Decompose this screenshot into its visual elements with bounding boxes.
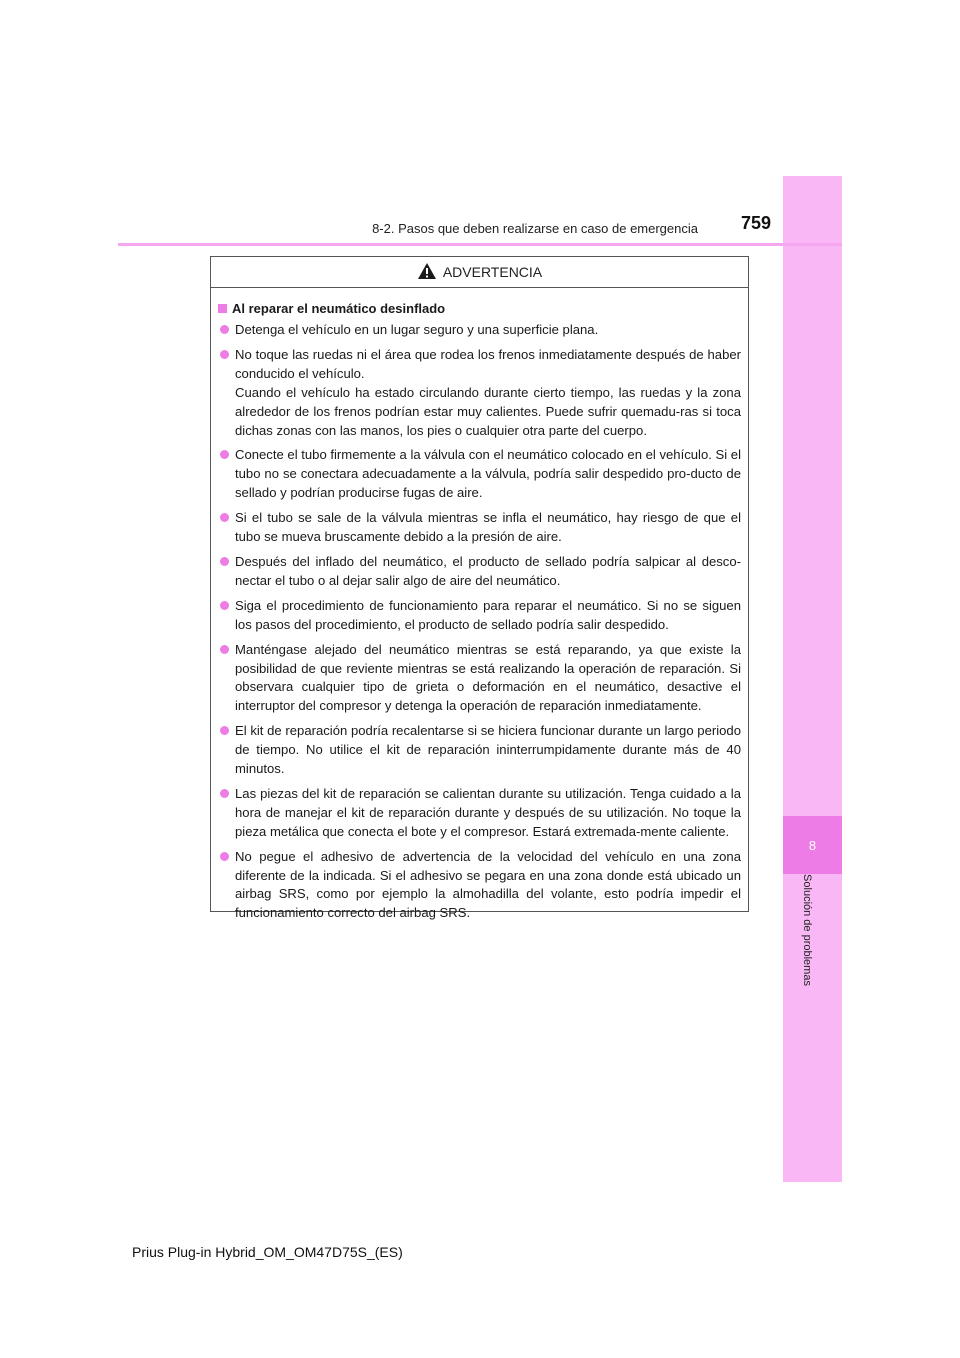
list-item [218, 641, 741, 717]
list-item [218, 346, 741, 441]
warning-subheading [218, 301, 741, 316]
bullet-dot-icon [220, 450, 229, 459]
bullet-dot-icon [220, 789, 229, 798]
list-item-text: Siga el procedimiento de funcionamiento para reparar el neumático. Si no se siguen los pasos del procedimiento, el producto de sellado podría salir despedido. [235, 597, 741, 632]
subheading-text: Al reparar el neumático desinflado [232, 301, 446, 316]
bullet-dot-icon [220, 726, 229, 735]
bullet-dot-icon [220, 513, 229, 522]
warning-header [211, 257, 748, 288]
list-item-text: No pegue el adhesivo de advertencia de la velocidad del vehículo en una zona diferente de la indicada. Si el adhesivo se pegara en una zona donde está ubicado un airbag SRS, como por ejemplo la almohadilla del volante, esto podría impedir el funcionamiento correcto del airbag SRS. [235, 848, 741, 921]
list-item [218, 722, 741, 779]
list-item-text: Las piezas del kit de reparación se calientan durante su utilización. Tenga cuidado a la hora de manejar el kit de reparación durante y después de su utilización. No toque la pieza metálica que conecta el bote y el compresor. Estará extremada-mente caliente. [235, 785, 741, 839]
list-item [218, 785, 741, 842]
document-id: Prius Plug-in Hybrid_OM_OM47D75S_(ES) [132, 1244, 403, 1260]
bullet-dot-icon [220, 350, 229, 359]
section-title: 8-2. Pasos que deben realizarse en caso de emergencia [372, 221, 698, 236]
list-item [218, 509, 741, 547]
list-item [218, 321, 741, 340]
bullet-dot-icon [220, 601, 229, 610]
list-item-text: Después del inflado del neumático, el producto de sellado podría salpicar al desco-nectar el tubo o al dejar salir algo de aire del neumático. [235, 553, 741, 588]
list-item [218, 446, 741, 503]
list-item-text: Conecte el tubo firmemente a la válvula con el neumático colocado en el vehículo. Si el tubo no se conectara adecuadamente a la válvula, podría salir despedido pro-ducto de sellado y podrían producirse fugas de aire. [235, 447, 741, 501]
chapter-number-badge: 8 [783, 816, 842, 874]
bullet-dot-icon [220, 852, 229, 861]
chapter-side-tab [783, 176, 842, 1182]
bullet-dot-icon [220, 557, 229, 566]
chapter-label: Solución de problemas [801, 874, 813, 986]
list-item-text: Detenga el vehículo en un lugar seguro y una superficie plana. [235, 322, 599, 337]
bullet-dot-icon [220, 645, 229, 654]
header-rule [118, 243, 842, 246]
bullet-dot-icon [220, 325, 229, 334]
warning-triangle-icon [417, 262, 437, 280]
list-item [218, 848, 741, 924]
page-number: 759 [741, 213, 772, 233]
warning-body [211, 288, 748, 923]
list-item-text: No toque las ruedas ni el área que rodea los frenos inmediatamente después de haber conducido el vehículo. Cuando el vehículo ha estado circulando durante cierto tiempo, las ruedas y la zona alrededor de los frenos podrían estar muy calientes. Puede sufrir quemadu-ras si toca dichas zonas con las manos, los pies o cualquier otra parte del cuerpo. [235, 346, 741, 438]
list-item [218, 597, 741, 635]
warning-title: ADVERTENCIA [442, 264, 543, 280]
list-item-text: Manténgase alejado del neumático mientras se está reparando, ya que existe la posibilidad de que reviente mientras se está realizando la operación de reparación. Si observara cualquier tipo de grieta o deformación en el neumático, desactive el interruptor del compresor y detenga la operación de reparación inmediatamente. [235, 641, 741, 714]
list-item [218, 553, 741, 591]
square-bullet-icon [218, 304, 227, 313]
warning-box [210, 256, 749, 921]
list-item-text: El kit de reparación podría recalentarse si se hiciera funcionar durante un largo periodo de tiempo. No utilice el kit de reparación ininterrumpidamente durante más de 40 minutos. [235, 723, 741, 777]
list-item-text: Si el tubo se sale de la válvula mientras se infla el neumático, hay riesgo de que el tubo se mueva bruscamente debido a la presión de aire. [235, 510, 741, 545]
